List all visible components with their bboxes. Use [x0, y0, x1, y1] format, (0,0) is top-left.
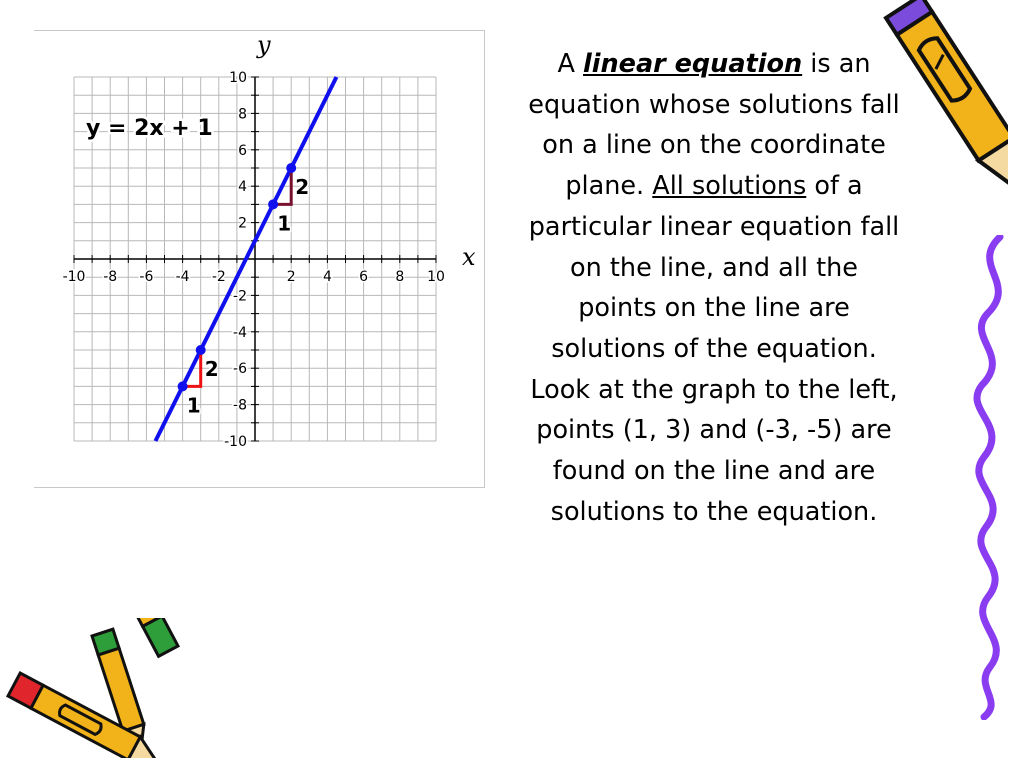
x-axis-label: x: [462, 243, 476, 271]
coordinate-plane: [34, 31, 484, 487]
y-tick-label: -4: [233, 324, 247, 341]
data-point: [178, 381, 188, 391]
equation-label: y = 2x + 1: [86, 116, 213, 141]
x-tick-label: -8: [103, 269, 118, 285]
y-tick-label: 6: [238, 142, 247, 159]
pencils-icon: [0, 618, 205, 758]
y-tick-label: -2: [233, 288, 247, 305]
x-tick-label: 4: [322, 269, 332, 285]
run-label: 1: [277, 211, 292, 236]
x-tick-label: -4: [175, 269, 190, 285]
definition-text-a: A: [557, 49, 584, 79]
explanation-text: [528, 44, 900, 532]
data-point: [286, 163, 296, 173]
x-tick-label: 10: [427, 269, 445, 285]
squiggle-border: [960, 235, 1024, 720]
y-tick-label: 10: [229, 70, 247, 86]
y-tick-label: -8: [233, 397, 247, 414]
data-point: [268, 199, 278, 209]
x-tick-label: -10: [62, 269, 86, 285]
definition-text-b: is an equation whose solutions fall on a line on the coordinate plane.: [528, 49, 900, 202]
term-all-solutions: All solutions: [652, 171, 807, 202]
rise-label: 2: [204, 357, 219, 382]
y-tick-label: 2: [238, 215, 247, 232]
y-axis-label: y: [257, 31, 271, 59]
definition-text-c: of a particular linear equation fall on the line, and all the points on the line are solutions of the equation.: [528, 171, 900, 364]
x-tick-label: -2: [211, 269, 226, 285]
pencil-icon: [858, 0, 1008, 245]
x-tick-label: 6: [359, 269, 369, 285]
rise-label: 2: [295, 175, 310, 200]
y-tick-label: -6: [233, 361, 247, 378]
term-linear-equation: linear equation: [583, 49, 803, 79]
definition-paragraph: [528, 44, 900, 370]
example-paragraph: Look at the graph to the left, points (1, 3) and (-3, -5) are found on the line and are solutions to the equation.: [530, 374, 898, 527]
x-tick-label: 8: [395, 269, 405, 285]
run-label: 1: [186, 393, 201, 418]
y-tick-label: 4: [238, 179, 247, 196]
data-point: [196, 345, 206, 355]
y-tick-label: 8: [238, 106, 247, 123]
y-tick-label: -10: [224, 434, 247, 450]
x-tick-label: -6: [139, 269, 154, 285]
graph-panel: [34, 30, 485, 488]
x-tick-label: 2: [286, 269, 296, 285]
